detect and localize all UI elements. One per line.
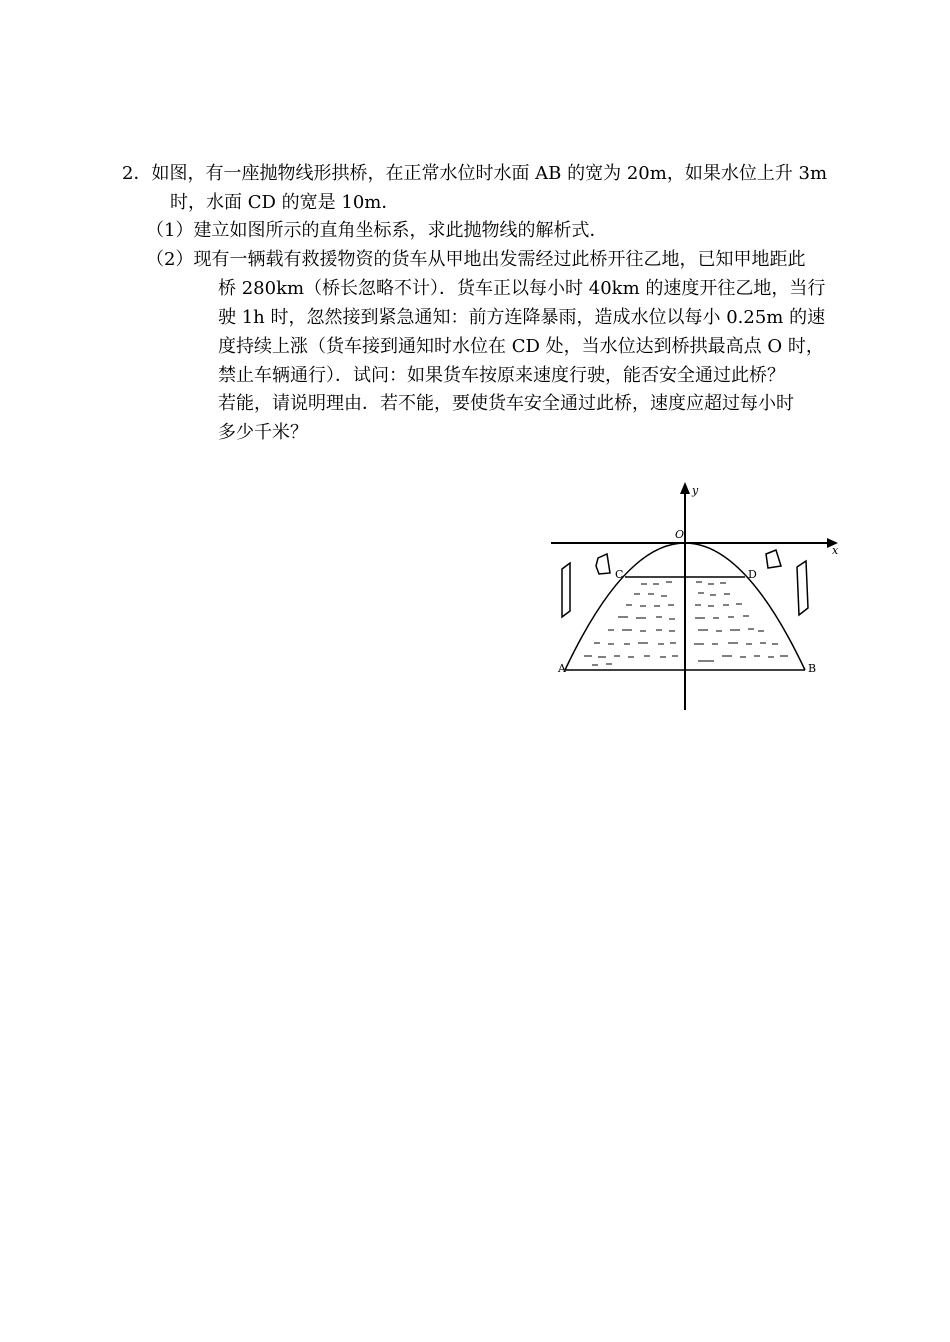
origin-label: O bbox=[675, 528, 685, 541]
subquestion-2-line-5: 禁止车辆通行）．试问：如果货车按原来速度行驶，能否安全通过此桥？ bbox=[218, 365, 785, 386]
subquestion-2-line-7: 多少千米？ bbox=[218, 422, 308, 443]
point-c-label: C bbox=[615, 568, 624, 581]
problem-line-2: 时，水面 CD 的宽是 10m． bbox=[170, 192, 400, 213]
subquestion-2-line-1: （2）现有一辆载有救援物资的货车从甲地出发需经过此桥开往乙地，已知甲地距此 bbox=[146, 249, 806, 270]
point-d-label: D bbox=[748, 568, 757, 581]
subquestion-2-line-2: 桥 280km（桥长忽略不计）．货车正以每小时 40km 的速度开往乙地，当行 bbox=[218, 278, 826, 299]
y-axis-label: y bbox=[692, 484, 699, 497]
subquestion-1: （1）建立如图所示的直角坐标系，求此抛物线的解析式． bbox=[146, 220, 608, 241]
right-pillar-shape bbox=[797, 561, 808, 615]
bridge-diagram bbox=[548, 478, 848, 718]
right-stone-shape bbox=[766, 550, 781, 568]
x-axis-label: x bbox=[832, 544, 839, 557]
point-a-label: A bbox=[558, 662, 566, 675]
left-stone-shape bbox=[596, 554, 610, 574]
subquestion-2-line-6: 若能，请说明理由．若不能，要使货车安全通过此桥，速度应超过每小时 bbox=[218, 393, 794, 414]
subquestion-2-line-3: 驶 1h 时，忽然接到紧急通知：前方连降暴雨，造成水位以每小 0.25m 的速 bbox=[218, 307, 826, 328]
problem-line-1: 2．如图，有一座抛物线形拱桥，在正常水位时水面 AB 的宽为 20m，如果水位上升 3m bbox=[122, 163, 828, 184]
left-pillar-shape bbox=[562, 563, 570, 617]
point-b-label: B bbox=[808, 662, 817, 675]
subquestion-2-line-4: 度持续上涨（货车接到通知时水位在 CD 处，当水位达到桥拱最高点 O 时， bbox=[218, 336, 824, 357]
y-axis-arrow-icon bbox=[680, 482, 690, 494]
